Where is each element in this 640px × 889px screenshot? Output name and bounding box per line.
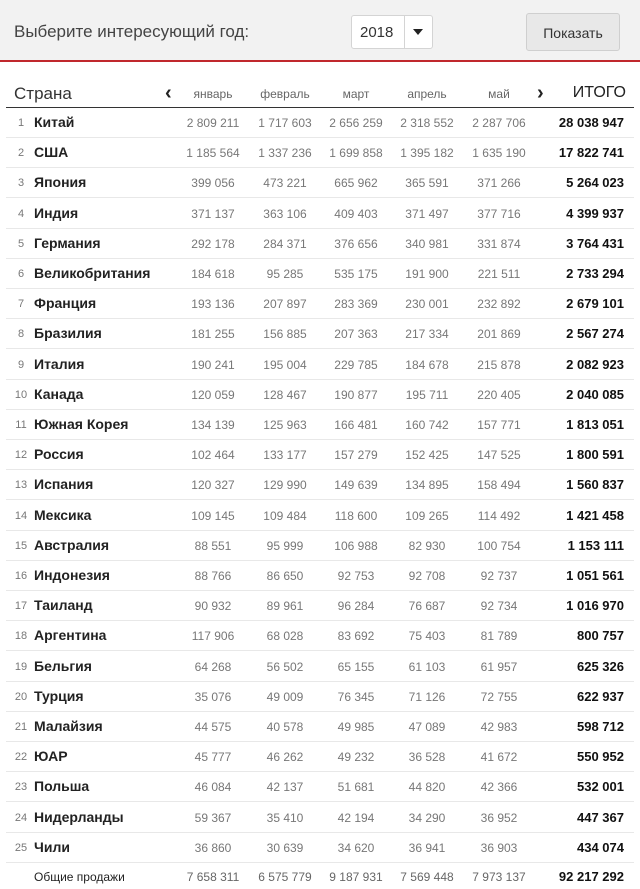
month-value: 215 878 (477, 357, 521, 372)
country-name: Германия (34, 234, 101, 251)
row-rank: 12 (14, 449, 28, 462)
month-value: 193 136 (191, 297, 235, 312)
country-name: Китай (34, 114, 75, 130)
column-month: март (342, 87, 370, 101)
row-rank: 2 (17, 147, 25, 160)
month-value: 92 753 (337, 569, 375, 583)
month-value: 184 618 (191, 267, 235, 281)
month-value: 42 366 (480, 780, 518, 795)
row-rank: 21 (14, 721, 28, 733)
month-value: 371 497 (405, 206, 449, 221)
month-value: 134 139 (191, 418, 235, 432)
month-value: 2 809 211 (186, 116, 240, 130)
month-value: 100 754 (477, 538, 521, 553)
select-divider (404, 16, 405, 48)
row-total: 2 040 085 (566, 386, 624, 402)
chevron-left-icon[interactable]: ‹ (165, 82, 172, 104)
row-rank: 14 (14, 509, 28, 522)
month-value: 82 930 (408, 538, 446, 553)
country-name: Австралия (34, 536, 110, 553)
footer-month-total: 7 658 311 (186, 870, 240, 884)
month-value: 46 084 (194, 780, 232, 795)
caret-down-icon[interactable] (413, 29, 423, 35)
row-rank: 25 (14, 841, 28, 854)
table-row (0, 501, 640, 531)
row-rank: 5 (17, 237, 25, 250)
table-row (0, 591, 640, 621)
row-total: 2 567 274 (566, 326, 624, 342)
month-value: 399 056 (191, 176, 235, 191)
country-name: Великобритания (34, 265, 151, 281)
row-rank: 10 (14, 388, 28, 401)
row-rank: 11 (15, 419, 27, 431)
month-value: 92 737 (480, 569, 518, 583)
month-value: 34 620 (337, 840, 375, 855)
row-total: 4 399 937 (566, 205, 624, 221)
month-value: 44 575 (194, 720, 232, 734)
table-row (0, 531, 640, 561)
filter-bar (0, 0, 640, 60)
column-total: ИТОГО (572, 84, 626, 101)
table-row (0, 380, 640, 410)
table-row (0, 259, 640, 289)
table-row (0, 319, 640, 349)
month-value: 30 639 (266, 840, 304, 855)
month-value: 36 952 (480, 810, 518, 825)
table-footer (0, 864, 640, 889)
row-total: 28 038 947 (558, 115, 624, 130)
country-name: Южная Корея (34, 416, 129, 432)
month-value: 41 672 (480, 750, 518, 765)
month-value: 371 266 (477, 176, 521, 191)
row-rank: 3 (17, 177, 25, 190)
month-value: 68 028 (266, 629, 304, 644)
row-rank: 22 (14, 751, 28, 764)
month-value: 157 279 (334, 448, 378, 463)
month-value: 2 287 706 (472, 116, 526, 130)
country-name: Малайзия (34, 718, 103, 734)
country-name: ЮАР (34, 748, 68, 765)
row-rank: 9 (17, 358, 25, 371)
month-value: 195 004 (263, 357, 307, 372)
footer-grand-total: 92 217 292 (558, 869, 624, 884)
month-value: 191 900 (405, 267, 449, 281)
month-value: 157 771 (477, 418, 521, 432)
row-total: 434 074 (577, 839, 624, 855)
row-rank: 19 (14, 660, 28, 673)
month-value: 147 525 (477, 448, 521, 463)
month-value: 83 692 (337, 629, 375, 644)
month-value: 35 076 (194, 689, 232, 704)
column-month: апрель (407, 87, 447, 101)
month-value: 156 885 (263, 327, 307, 342)
month-value: 133 177 (263, 448, 307, 463)
header-divider (0, 60, 640, 62)
table-row (0, 440, 640, 470)
month-value: 232 892 (477, 297, 521, 312)
table-row (0, 561, 640, 591)
row-rank: 7 (17, 298, 25, 311)
row-total: 550 952 (577, 749, 624, 765)
month-value: 184 678 (405, 357, 449, 372)
table-row (0, 652, 640, 682)
month-value: 56 502 (266, 659, 304, 674)
month-value: 61 103 (408, 659, 446, 674)
row-rank: 18 (14, 630, 28, 643)
row-rank: 1 (17, 117, 25, 129)
month-value: 190 241 (191, 357, 235, 372)
month-value: 114 492 (477, 508, 521, 523)
month-value: 75 403 (408, 629, 446, 644)
month-value: 117 906 (191, 629, 235, 644)
month-value: 1 337 236 (258, 146, 312, 161)
year-prompt: Выберите интересующий год: (14, 22, 250, 41)
month-value: 201 869 (477, 327, 521, 342)
column-country: Страна (14, 84, 72, 103)
month-value: 2 318 552 (400, 116, 454, 130)
month-value: 36 903 (480, 840, 518, 855)
country-name: Италия (34, 355, 85, 372)
month-value: 665 962 (334, 176, 378, 191)
month-value: 158 494 (477, 478, 521, 493)
month-value: 76 687 (408, 599, 446, 614)
month-value: 86 650 (266, 569, 304, 583)
month-value: 59 367 (194, 810, 232, 825)
month-value: 96 284 (337, 599, 375, 614)
country-name: Индонезия (34, 567, 110, 583)
table-row (0, 712, 640, 742)
row-rank: 23 (14, 781, 28, 794)
month-value: 65 155 (337, 659, 375, 674)
month-value: 42 137 (266, 780, 304, 795)
month-value: 61 957 (480, 659, 518, 674)
month-value: 42 983 (480, 720, 518, 734)
row-rank: 13 (14, 479, 28, 492)
country-name: Аргентина (34, 627, 107, 644)
month-value: 365 591 (405, 176, 449, 191)
month-value: 120 327 (191, 478, 235, 493)
table-row (0, 138, 640, 168)
month-value: 473 221 (263, 176, 307, 191)
table-row (0, 199, 640, 229)
month-value: 42 194 (337, 810, 375, 825)
row-total: 447 367 (577, 809, 624, 825)
month-value: 207 897 (263, 297, 307, 312)
month-value: 229 785 (334, 357, 378, 372)
country-name: Япония (34, 174, 87, 191)
footer-month-total: 7 973 137 (472, 870, 526, 884)
row-divider (6, 862, 634, 863)
footer-month-total: 9 187 931 (329, 870, 383, 884)
month-value: 36 528 (408, 750, 446, 765)
column-month: январь (193, 87, 233, 101)
month-value: 95 285 (266, 267, 304, 281)
month-value: 207 363 (334, 327, 378, 342)
month-value: 88 766 (194, 569, 232, 583)
table-row (0, 168, 640, 198)
footer-label: Общие продажи (34, 870, 125, 884)
month-value: 376 656 (334, 236, 378, 251)
month-value: 34 290 (408, 810, 446, 825)
month-value: 47 089 (408, 720, 446, 734)
chevron-right-icon[interactable]: › (537, 82, 544, 104)
country-name: Польша (34, 778, 90, 795)
month-value: 40 578 (266, 720, 304, 734)
row-total: 625 326 (577, 658, 624, 674)
row-rank: 20 (14, 690, 28, 703)
month-value: 283 369 (334, 297, 378, 312)
month-value: 76 345 (337, 689, 375, 704)
month-value: 1 185 564 (186, 146, 240, 161)
row-total: 532 001 (577, 779, 624, 795)
month-value: 160 742 (405, 418, 449, 432)
month-value: 88 551 (194, 538, 232, 553)
month-value: 81 789 (480, 629, 518, 644)
month-value: 217 334 (405, 327, 449, 342)
table-row (0, 833, 640, 863)
month-value: 166 481 (334, 418, 378, 432)
row-total: 1 560 837 (566, 477, 624, 493)
country-name: Канада (34, 385, 84, 402)
row-total: 2 082 923 (566, 356, 624, 372)
month-value: 109 145 (191, 508, 235, 523)
month-value: 71 126 (408, 689, 446, 704)
row-total: 5 264 023 (566, 175, 624, 191)
month-value: 535 175 (334, 267, 378, 281)
country-name: Индия (34, 204, 79, 221)
footer-month-total: 6 575 779 (258, 870, 312, 884)
country-name: Таиланд (34, 597, 93, 614)
month-value: 44 820 (408, 780, 446, 795)
month-value: 2 656 259 (329, 116, 383, 130)
month-value: 120 059 (191, 387, 235, 402)
month-value: 230 001 (405, 297, 449, 312)
table-header (0, 78, 640, 108)
country-name: Турция (34, 687, 84, 704)
row-total: 1 016 970 (566, 598, 624, 614)
month-value: 35 410 (266, 810, 304, 825)
row-rank: 17 (14, 600, 28, 613)
month-value: 95 999 (266, 538, 304, 553)
month-value: 377 716 (477, 206, 521, 221)
column-month: май (488, 87, 510, 101)
year-select[interactable] (351, 15, 433, 49)
month-value: 331 874 (477, 236, 521, 251)
month-value: 371 137 (191, 206, 235, 221)
row-total: 800 757 (577, 628, 624, 644)
row-rank: 8 (17, 328, 25, 341)
table-row (0, 350, 640, 380)
month-value: 64 268 (194, 659, 232, 674)
row-rank: 15 (14, 539, 28, 552)
month-value: 109 484 (263, 508, 307, 523)
month-value: 128 467 (263, 387, 307, 402)
month-value: 72 755 (480, 689, 518, 704)
row-rank: 16 (14, 570, 28, 582)
month-value: 190 877 (334, 387, 378, 402)
month-value: 152 425 (405, 448, 449, 463)
table-row (0, 229, 640, 259)
month-value: 89 961 (266, 599, 304, 614)
month-value: 1 699 858 (329, 146, 383, 161)
month-value: 51 681 (337, 780, 375, 795)
row-total: 17 822 741 (558, 145, 624, 161)
table-row (0, 410, 640, 440)
column-month: февраль (260, 87, 310, 101)
footer-month-total: 7 569 448 (400, 870, 454, 884)
table-row (0, 289, 640, 319)
table-row (0, 772, 640, 802)
month-value: 1 395 182 (400, 146, 454, 161)
row-total: 622 937 (577, 688, 624, 704)
month-value: 125 963 (263, 418, 307, 432)
country-name: Нидерланды (34, 808, 124, 825)
table-row (0, 742, 640, 772)
month-value: 46 262 (266, 750, 304, 765)
month-value: 284 371 (263, 236, 307, 251)
country-name: Франция (34, 295, 97, 312)
month-value: 220 405 (477, 387, 521, 402)
row-total: 1 813 051 (566, 417, 624, 432)
month-value: 1 717 603 (258, 116, 312, 130)
month-value: 195 711 (405, 387, 449, 402)
row-total: 1 421 458 (566, 507, 624, 523)
country-name: Чили (34, 838, 70, 855)
country-name: США (34, 144, 69, 161)
month-value: 363 106 (263, 206, 307, 221)
month-value: 45 777 (194, 750, 232, 765)
month-value: 109 265 (405, 508, 449, 523)
country-name: Россия (34, 446, 84, 463)
country-name: Испания (34, 476, 94, 493)
month-value: 181 255 (191, 327, 235, 342)
row-total: 1 051 561 (566, 568, 624, 583)
month-value: 149 639 (334, 478, 378, 493)
row-total: 2 679 101 (566, 296, 624, 312)
month-value: 36 860 (194, 840, 232, 855)
table-row (0, 621, 640, 651)
month-value: 340 981 (405, 236, 449, 251)
month-value: 1 635 190 (472, 146, 526, 161)
month-value: 49 985 (337, 720, 375, 734)
month-value: 134 895 (405, 478, 449, 493)
month-value: 49 232 (337, 750, 375, 765)
row-rank: 4 (17, 207, 25, 220)
row-rank: 6 (17, 268, 25, 280)
table-row (0, 682, 640, 712)
year-value: 2018 (360, 24, 394, 41)
row-total: 1 153 111 (567, 537, 624, 553)
month-value: 129 990 (263, 478, 307, 493)
row-total: 2 733 294 (566, 266, 624, 281)
month-value: 106 988 (334, 538, 378, 553)
country-name: Бразилия (34, 325, 102, 342)
table-row (0, 803, 640, 833)
month-value: 92 708 (408, 569, 446, 583)
table-row (0, 470, 640, 500)
month-value: 221 511 (477, 267, 521, 281)
row-total: 1 800 591 (566, 447, 624, 463)
month-value: 49 009 (266, 689, 304, 704)
table-row (0, 108, 640, 138)
month-value: 92 734 (480, 599, 518, 614)
country-name: Бельгия (34, 657, 92, 674)
row-total: 598 712 (577, 719, 624, 734)
month-value: 118 600 (334, 508, 378, 523)
row-rank: 24 (14, 811, 28, 824)
month-value: 90 932 (194, 599, 232, 614)
month-value: 36 941 (408, 840, 446, 855)
month-value: 409 403 (334, 206, 378, 221)
show-button[interactable]: Показать (526, 13, 620, 51)
month-value: 102 464 (191, 448, 235, 463)
month-value: 292 178 (191, 236, 235, 251)
row-total: 3 764 431 (566, 235, 624, 251)
country-name: Мексика (34, 506, 92, 523)
